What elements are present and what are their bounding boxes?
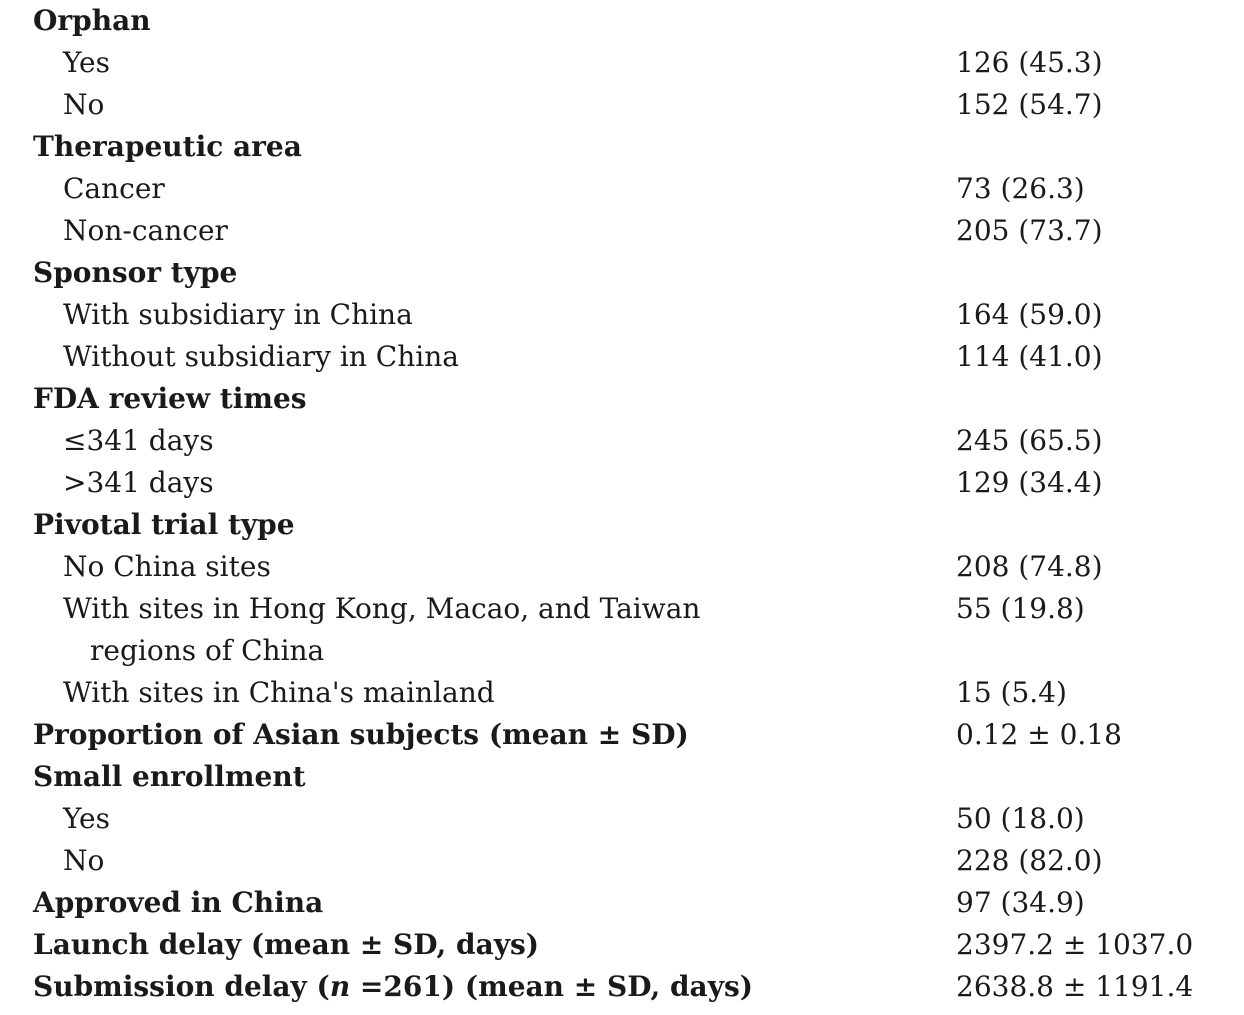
- row-label: [33, 966, 753, 1008]
- row-value: 205 (73.7): [956, 214, 1103, 247]
- row-value: 245 (65.5): [956, 424, 1103, 457]
- table-row: [0, 588, 1244, 630]
- row-label: Therapeutic area: [33, 130, 302, 163]
- table-row: [0, 882, 1244, 924]
- label-prefix: Submission delay (: [33, 970, 330, 1003]
- row-label: Yes: [63, 46, 110, 79]
- row-label: Orphan: [33, 4, 151, 37]
- row-label: FDA review times: [33, 382, 307, 415]
- table-row: [0, 546, 1244, 588]
- row-value: 15 (5.4): [956, 676, 1067, 709]
- table-row: [0, 378, 1244, 420]
- row-label: Proportion of Asian subjects (mean ± SD): [33, 718, 689, 751]
- table-row: [0, 420, 1244, 462]
- table-row: [0, 798, 1244, 840]
- row-label: Cancer: [63, 172, 165, 205]
- row-value: 228 (82.0): [956, 844, 1103, 877]
- row-value: 126 (45.3): [956, 46, 1103, 79]
- row-label: Launch delay (mean ± SD, days): [33, 928, 540, 961]
- row-label: No: [63, 88, 105, 121]
- row-value: 0.12 ± 0.18: [956, 718, 1122, 751]
- row-value: 114 (41.0): [956, 340, 1103, 373]
- row-label: Small enrollment: [33, 760, 306, 793]
- table-row: [0, 126, 1244, 168]
- table-row: [0, 924, 1244, 966]
- row-label: Approved in China: [33, 886, 324, 919]
- row-label: ≤341 days: [63, 424, 214, 457]
- row-label: With sites in China's mainland: [63, 676, 495, 709]
- table-row: [0, 630, 1244, 672]
- row-label: >341 days: [63, 466, 214, 499]
- table-row: [0, 0, 1244, 42]
- row-value: 73 (26.3): [956, 172, 1085, 205]
- row-value: 152 (54.7): [956, 88, 1103, 121]
- table-row: [0, 462, 1244, 504]
- table-row: [0, 42, 1244, 84]
- row-label: Non-cancer: [63, 214, 228, 247]
- table-row: [0, 966, 1244, 1008]
- row-value: 164 (59.0): [956, 298, 1103, 331]
- row-value: 97 (34.9): [956, 886, 1085, 919]
- table-row: [0, 504, 1244, 546]
- row-label: With subsidiary in China: [63, 298, 413, 331]
- row-label: Without subsidiary in China: [63, 340, 459, 373]
- table-row: [0, 840, 1244, 882]
- label-suffix: =261) (mean ± SD, days): [350, 970, 753, 1003]
- row-value: 208 (74.8): [956, 550, 1103, 583]
- table-row: [0, 252, 1244, 294]
- row-label: Yes: [63, 802, 110, 835]
- table-row: [0, 294, 1244, 336]
- table-row: [0, 210, 1244, 252]
- label-italic-n: n: [329, 970, 351, 1003]
- row-label: No China sites: [63, 550, 271, 583]
- row-label: regions of China: [90, 634, 325, 667]
- row-value: 55 (19.8): [956, 592, 1085, 625]
- table-row: [0, 672, 1244, 714]
- table-row: [0, 336, 1244, 378]
- row-value: 50 (18.0): [956, 802, 1085, 835]
- table-row: [0, 756, 1244, 798]
- table-row: [0, 168, 1244, 210]
- row-label: Pivotal trial type: [33, 508, 295, 541]
- table-row: [0, 84, 1244, 126]
- row-label: No: [63, 844, 105, 877]
- row-label: Sponsor type: [33, 256, 238, 289]
- row-value: 129 (34.4): [956, 466, 1103, 499]
- table-row: [0, 714, 1244, 756]
- row-value: 2638.8 ± 1191.4: [956, 970, 1194, 1003]
- row-value: 2397.2 ± 1037.0: [956, 928, 1194, 961]
- row-label: With sites in Hong Kong, Macao, and Taiwan: [63, 592, 701, 625]
